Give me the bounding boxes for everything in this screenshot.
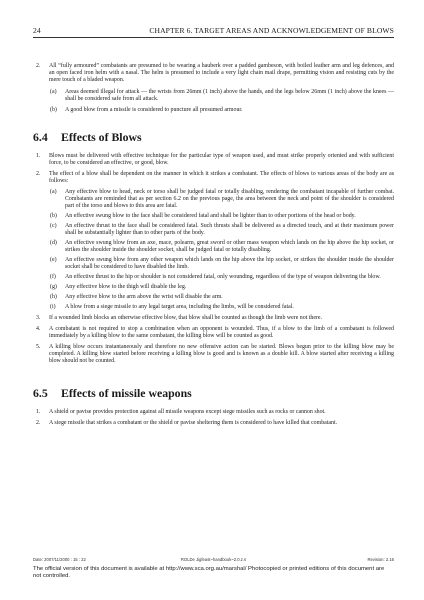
list-marker: 1. (36, 409, 41, 415)
sub-marker: (f) (50, 274, 56, 280)
section-title: Effects of Blows (61, 130, 142, 144)
sub-item (33, 284, 394, 291)
list-text: All “fully armoured” combatants are presumed to be wearing a hauberk over a padded gambeson, with boiled leather arm and leg defences, and an open faced iron helm with a nasal. The helm is presumed to include a very light chain mail drape, permitting vision and resisting cuts by the mere touch of a bladed weapon. (49, 63, 394, 83)
sub-text: Areas deemed illegal for attack — the wrists from 26mm (1 inch) above the hands, and the legs below 26mm (1 inch) above the knees — shall be considered safe from all attack. (65, 89, 394, 102)
list-text: A killing blow occurs instantaneously and therefore no new offensive action can be started. Blows begun prior to the killing blow may be completed. A killing blow started before receiving a killing blow is good and is known as a double kill. A blow started after receiving a killing blow should not be counted. (49, 344, 394, 364)
footer-revision: Revision: 2.16 (367, 557, 394, 562)
sub-marker: (d) (50, 240, 57, 246)
list-text: A combatant is not required to stop a combination when an opponent is wounded. Thus, if a blow to the limb of a combatant is followed immediately by a killing blow to the same combatant, the killing blow will be counted as good. (49, 326, 394, 339)
page-number: 24 (33, 26, 41, 35)
sub-item (33, 274, 394, 281)
sub-marker: (a) (50, 89, 57, 95)
official-version-notice: The official version of this document is available at http://www.sca.org.au/marshal/ Photocopied or printed editions of this document are not controlled. (33, 566, 385, 580)
sub-text: An effective swung blow to the face shall be considered fatal and shall be lighter than to other portions of the head or body. (65, 213, 356, 219)
sub-text: An effective swung blow from any other weapon which lands on the hip above the hip socket, or strikes the shoulder inside the shoulder socket shall be considered to have disabled the limb. (65, 257, 394, 270)
sub-text: A good blow from a missile is considered to puncture all presumed armour. (65, 107, 243, 113)
sub-marker: (b) (50, 107, 57, 113)
list-item (33, 344, 394, 365)
section-heading (33, 130, 394, 145)
list-item (33, 420, 394, 427)
list-text: A siege missile that strikes a combatant or the shield or pavise sheltering them is considered to have killed that combatant. (49, 420, 338, 426)
footer-source: ROLDe Jigfeast~handbook~2.0.z.s (180, 557, 247, 562)
list-item (33, 326, 394, 340)
list-marker: 3. (36, 315, 41, 321)
page-body (33, 44, 394, 427)
sub-text: A blow from a siege missile to any legal target area, including the limbs, will be considered fatal. (65, 304, 294, 310)
section-number: 6.5 (33, 386, 48, 400)
sub-item (33, 304, 394, 311)
list-item (33, 171, 394, 185)
list-item (33, 315, 394, 322)
list-item (33, 409, 394, 416)
section-title: Effects of missile weapons (61, 386, 192, 400)
footer-date: Date: 2007/11/2000 : 15 : 22 (33, 557, 86, 562)
chapter-title: CHAPTER 6. TARGET AREAS AND ACKNOWLEDGEMENT OF BLOWS (149, 26, 394, 35)
sub-text: An effective thrust to the face shall be considered fatal. Such thrusts shall be delivered as a directed touch, and at their maximum power shall be substantially lighter than to other parts of the body. (65, 223, 394, 236)
sub-marker: (g) (50, 284, 57, 290)
sub-item (33, 89, 394, 103)
sub-item (33, 213, 394, 220)
list-text: Blows must be delivered with effective technique for the particular type of weapon used, and must strike properly oriented and with sufficient force, to be considered an effective, or good, blow. (49, 153, 394, 166)
list-text: A shield or pavise provides protection against all missile weapons except siege missiles such as rocks or cannon shot. (49, 409, 326, 415)
sub-item (33, 294, 394, 301)
sub-marker: (h) (50, 294, 57, 300)
sub-item (33, 223, 394, 237)
section-heading (33, 386, 394, 401)
sub-marker: (i) (50, 304, 56, 310)
list-marker: 4. (36, 326, 41, 332)
header-rule (33, 37, 394, 38)
section-number: 6.4 (33, 130, 48, 144)
list-item (33, 153, 394, 167)
list-marker: 2. (36, 63, 41, 69)
sub-item (33, 189, 394, 210)
sub-marker: (c) (50, 223, 57, 229)
list-text: If a wounded limb blocks an otherwise effective blow, that blow shall be counted as though the limb were not there. (49, 315, 323, 321)
sub-text: An effective thrust to the hip or shoulder is not considered fatal, only wounding, regardless of the type of weapon delivering the blow. (65, 274, 381, 280)
list-marker: 2. (36, 171, 41, 177)
sub-text: An effective swung blow from an axe, mace, polearm, great sword or other mass weapon which lands on the hip above the hip socket, or strikes the shoulder inside the shoulder socket, shall be judged fatal or totally disabling. (65, 240, 394, 253)
list-text: The effect of a blow shall be dependent on the manner in which it strikes a combatant. The effects of blows to various areas of the body are as follows: (49, 171, 394, 184)
list-marker: 1. (36, 153, 41, 159)
sub-item (33, 257, 394, 271)
sub-marker: (b) (50, 213, 57, 219)
sub-item (33, 240, 394, 254)
list-item (33, 63, 394, 84)
sub-item (33, 107, 394, 114)
sub-text: Any effective blow to head, neck or torso shall be judged fatal or totally disabling, rendering the combatant incapable of further combat. Combatants are reminded that as per section 6.2 on the previous page, the area between the neck and point of the shoulder is considered part of the torso and blows to this area are fatal. (65, 189, 394, 209)
sub-text: Any effective blow to the arm above the wrist will disable the arm. (65, 294, 223, 300)
list-marker: 2. (36, 420, 41, 426)
sub-marker: (a) (50, 189, 57, 195)
list-marker: 5. (36, 344, 41, 350)
sub-marker: (e) (50, 257, 57, 263)
sub-text: Any effective blow to the thigh will disable the leg. (65, 284, 187, 290)
